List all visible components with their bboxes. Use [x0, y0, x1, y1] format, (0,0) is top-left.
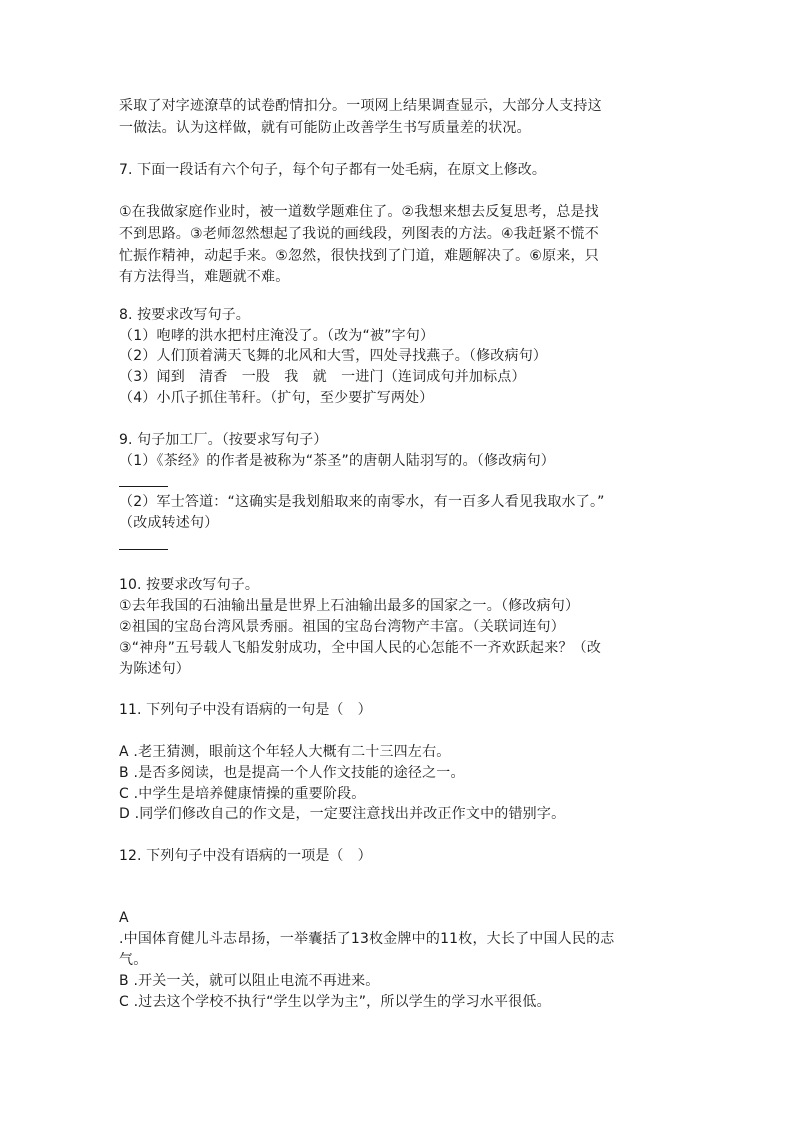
question-9-item-2-line-2: （改成转述句）: [119, 515, 219, 531]
answer-blank-line: [119, 486, 168, 487]
answer-blank-line: [119, 549, 168, 550]
question-9-title: 9. 句子加工厂。（按要求写句子）: [119, 432, 328, 448]
question-12-title: 12. 下列句子中没有语病的一项是（ ）: [119, 848, 372, 864]
question-7-paragraph-line-3: 忙振作精神，动起手来。⑤忽然，很快找到了门道，难题解决了。⑥原来，只: [119, 248, 599, 264]
question-12-option-a-line-1: .中国体育健儿斗志昂扬，一举囊括了13枚金牌中的11枚，大长了中国人民的志: [119, 931, 615, 947]
question-10-item-3-line-1: ③“神舟”五号载人飞船发射成功，全中国人民的心怎能不一齐欢跃起来？（改: [119, 640, 602, 656]
question-8-item-3: （3）闻到 清香 一股 我 就 一进门（连词成句并加标点）: [119, 369, 526, 385]
question-10-item-3-line-2: 为陈述句）: [119, 661, 190, 677]
question-7-paragraph-line-1: ①在我做家庭作业时，被一道数学题难住了。②我想来想去反复思考，总是找: [119, 204, 599, 220]
intro-line-1: 采取了对字迹潦草的试卷酌情扣分。一项网上结果调查显示，大部分人支持这: [119, 98, 602, 114]
question-11-option-b: B .是否多阅读，也是提高一个人作文技能的途径之一。: [119, 765, 465, 781]
question-12-option-c: C .过去这个学校不执行“学生以学为主”，所以学生的学习水平很低。: [119, 994, 551, 1010]
intro-line-2: 一做法。认为这样做，就有可能防止改善学生书写质量差的状况。: [119, 120, 531, 136]
question-8-item-2: （2）人们顶着满天飞舞的北风和大雪，四处寻找燕子。（修改病句）: [119, 348, 548, 364]
question-11-option-a: A .老王猜测，眼前这个年轻人大概有二十三四左右。: [119, 744, 451, 760]
question-11-option-c: C .中学生是培养健康情操的重要阶段。: [119, 786, 366, 802]
question-7-title: 7. 下面一段话有六个句子，每个句子都有一处毛病，在原文上修改。: [119, 162, 547, 178]
question-10-item-1: ①去年我国的石油输出量是世界上石油输出最多的国家之一。（修改病句）: [119, 598, 580, 614]
question-11-title: 11. 下列句子中没有语病的一句是（ ）: [119, 702, 372, 718]
question-7-paragraph-line-4: 有方法得当，难题就不难。: [119, 269, 290, 285]
question-10-title: 10. 按要求改写句子。: [119, 577, 259, 593]
question-12-option-a-line-2: 气。: [119, 952, 148, 968]
question-12-option-a-label: A: [119, 910, 129, 926]
question-7-paragraph-line-2: 不到思路。③老师忽然想起了我说的画线段，列图表的方法。④我赶紧不慌不: [119, 226, 599, 242]
question-9-item-2-line-1: （2）军士答道：“这确实是我划船取来的南零水，有一百多人看见我取水了。”: [119, 494, 605, 510]
question-12-option-b: B .开关一关，就可以阻止电流不再进来。: [119, 973, 380, 989]
question-8-item-4: （4）小爪子抓住苇秆。（扩句，至少要扩写两处）: [119, 390, 434, 406]
question-9-item-1: （1）《茶经》的作者是被称为“茶圣”的唐朝人陆羽写的。（修改病句）: [119, 453, 556, 469]
question-11-option-d: D .同学们修改自己的作文是，一定要注意找出并改正作文中的错别字。: [119, 806, 566, 822]
question-10-item-2: ②祖国的宝岛台湾风景秀丽。祖国的宝岛台湾物产丰富。（关联词连句）: [119, 619, 565, 635]
question-8-item-1: （1）咆哮的洪水把村庄淹没了。（改为“被”字句）: [119, 328, 435, 344]
question-8-title: 8. 按要求改写句子。: [119, 307, 250, 323]
